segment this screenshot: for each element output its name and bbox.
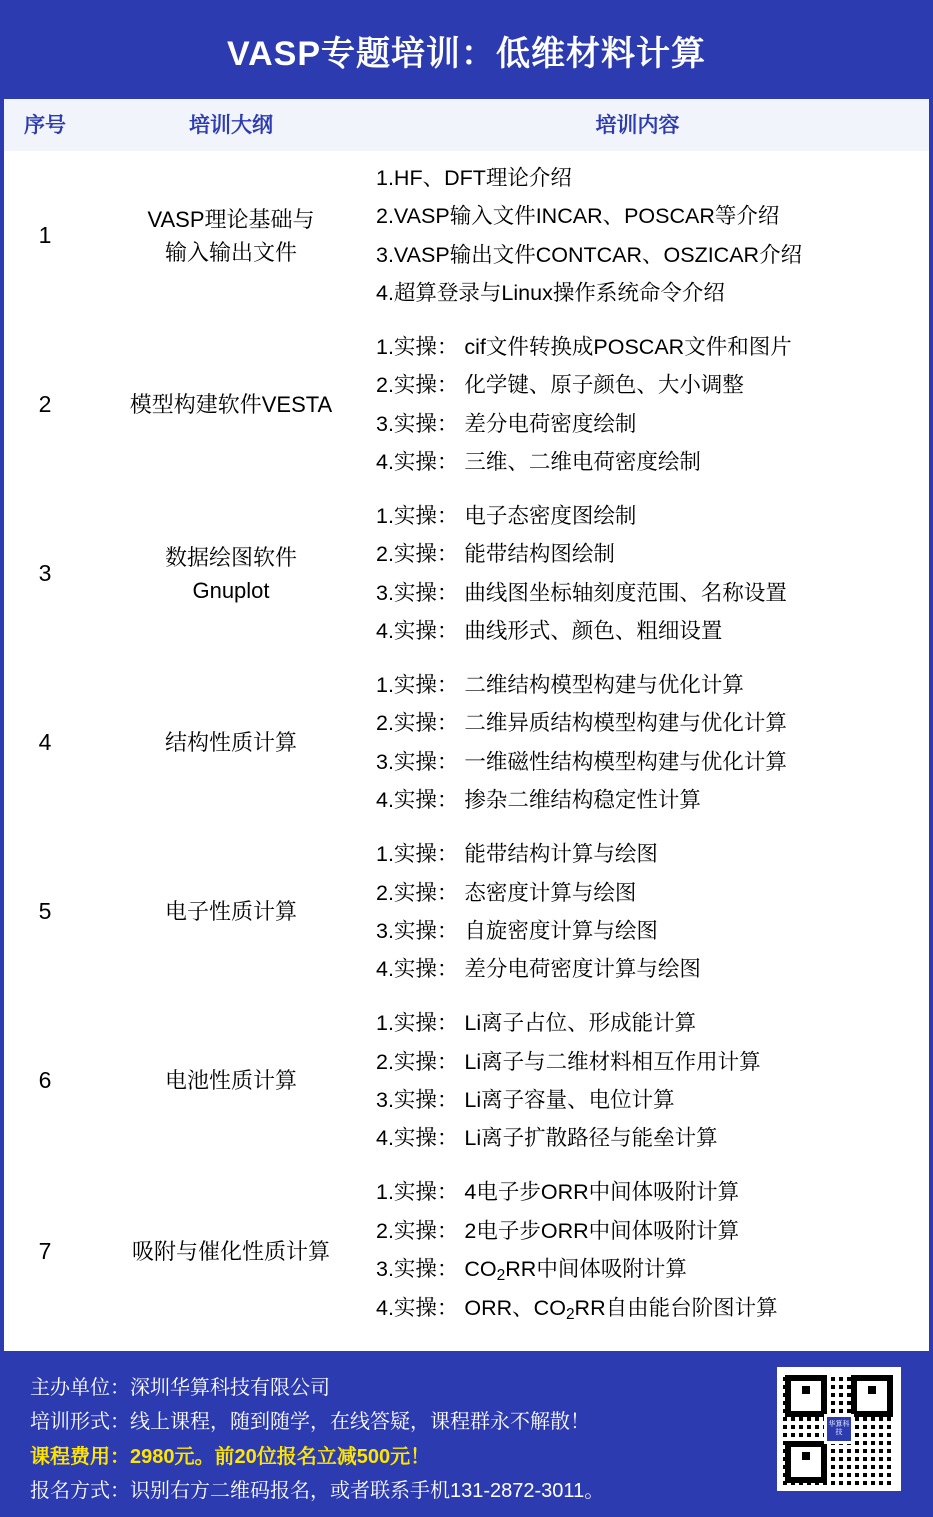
content-line: 2.实操： 二维异质结构模型构建与优化计算 <box>376 711 787 736</box>
column-header-outline: 培训大纲 <box>189 114 273 137</box>
content-line: 1.实操： 二维结构模型构建与优化计算 <box>376 673 744 698</box>
row-content <box>376 666 929 819</box>
row-number: 3 <box>38 560 52 587</box>
row-outline <box>86 1064 376 1097</box>
content-line: 3.实操： 一维磁性结构模型构建与优化计算 <box>376 749 787 774</box>
content-line: 1.实操： 电子态密度图绘制 <box>376 504 637 529</box>
content-line: 3.实操： 自旋密度计算与绘图 <box>376 918 658 943</box>
content-line: 2.实操： 态密度计算与绘图 <box>376 880 637 905</box>
table-row <box>4 1165 929 1336</box>
content-line: 2.实操： 能带结构图绘制 <box>376 542 615 567</box>
qr-center-logo: 华算科技 <box>824 1414 854 1444</box>
content-line: 3.实操： 曲线图坐标轴刻度范围、名称设置 <box>376 580 787 605</box>
row-outline-line: Gnuplot <box>192 577 270 603</box>
content-line: 2.实操： 化学键、原子颜色、大小调整 <box>376 373 744 398</box>
row-number: 5 <box>38 898 52 925</box>
content-line: 1.实操： 4电子步ORR中间体吸附计算 <box>376 1180 740 1205</box>
content-line: 2.VASP输入文件INCAR、POSCAR等介绍 <box>376 204 780 229</box>
table-row <box>4 489 929 658</box>
footer-bar <box>4 1351 929 1513</box>
footer-organizer-value: 深圳华算科技有限公司 <box>130 1377 330 1399</box>
row-outline <box>86 203 376 269</box>
content-line: 3.实操： 差分电荷密度绘制 <box>376 411 637 436</box>
qr-code-pattern <box>783 1373 895 1485</box>
footer-fee-value: 2980元。前20位报名立减500元！ <box>130 1445 431 1468</box>
table-row <box>4 151 929 320</box>
footer-organizer-label: 主办单位： <box>30 1377 130 1399</box>
table-header-row <box>4 99 929 151</box>
content-line: 4.实操： ORR、$CO_2RR$自由能台阶图计算 <box>376 1296 778 1324</box>
content-line: 3.实操： $CO_2RR$中间体吸附计算 <box>376 1256 687 1284</box>
row-outline-line: 模型构建软件VESTA <box>129 392 333 418</box>
column-header-no: 序号 <box>24 114 66 137</box>
content-line: 1.实操： 能带结构计算与绘图 <box>376 842 658 867</box>
footer-info <box>30 1367 604 1509</box>
row-number: 7 <box>38 1237 52 1264</box>
content-line: 4.实操： 曲线形式、颜色、粗细设置 <box>376 618 723 643</box>
content-line: 1.实操： Li离子占位、形成能计算 <box>376 1011 697 1036</box>
column-header-content: 培训内容 <box>595 114 680 137</box>
row-content <box>376 159 929 312</box>
row-content <box>376 328 929 481</box>
table-row <box>4 658 929 827</box>
content-line: 4.实操： 差分电荷密度计算与绘图 <box>376 957 701 982</box>
row-number: 4 <box>38 729 52 756</box>
footer-organizer-line <box>30 1371 604 1405</box>
content-line: 2.实操： Li离子与二维材料相互作用计算 <box>376 1049 761 1074</box>
row-outline <box>86 895 376 928</box>
row-outline <box>86 726 376 759</box>
content-line: 4.超算登录与Linux操作系统命令介绍 <box>376 280 725 305</box>
footer-signup-value: 识别右方二维码报名，或者联系手机131-2872-3011。 <box>130 1480 605 1503</box>
content-line: 1.HF、DFT理论介绍 <box>376 166 572 190</box>
row-outline-line: 吸附与催化性质计算 <box>131 1238 330 1264</box>
row-content <box>376 1173 929 1328</box>
footer-fee-label: 课程费用： <box>30 1445 130 1468</box>
row-outline-line: 结构性质计算 <box>164 730 297 756</box>
row-number: 1 <box>38 222 52 249</box>
qr-eye-top-right <box>851 1375 893 1417</box>
table-row <box>4 320 929 489</box>
footer-fee-line <box>30 1440 604 1474</box>
row-outline-line: 数据绘图软件 <box>164 544 297 570</box>
row-content <box>376 1004 929 1157</box>
table-row <box>4 996 929 1165</box>
row-outline <box>86 388 376 421</box>
table-body <box>4 151 929 1337</box>
footer-format-line <box>30 1405 604 1439</box>
content-line: 4.实操： 三维、二维电荷密度绘制 <box>376 449 701 474</box>
footer-format-value: 线上课程，随到随学，在线答疑，课程群永不解散！ <box>130 1411 590 1434</box>
row-outline-line: 输入输出文件 <box>164 239 297 265</box>
row-outline-line: 电子性质计算 <box>164 899 297 925</box>
row-outline-line: VASP理论基础与 <box>147 206 315 232</box>
content-line: 1.实操： cif文件转换成POSCAR文件和图片 <box>376 335 792 360</box>
row-outline-line: 电池性质计算 <box>164 1068 297 1094</box>
row-outline <box>86 1235 376 1268</box>
qr-eye-bottom-left <box>785 1441 827 1483</box>
footer-format-label: 培训形式： <box>30 1411 130 1434</box>
row-content <box>376 497 929 650</box>
page-title: VASP专题培训：低维材料计算 <box>4 4 929 99</box>
row-outline <box>86 541 376 607</box>
footer-signup-line <box>30 1474 604 1508</box>
table-row <box>4 827 929 996</box>
content-line: 3.实操： Li离子容量、电位计算 <box>376 1087 675 1112</box>
content-line: 2.实操： 2电子步ORR中间体吸附计算 <box>376 1218 740 1243</box>
content-line: 4.实操： Li离子扩散路径与能垒计算 <box>376 1126 718 1151</box>
row-number: 2 <box>38 391 52 418</box>
content-line: 3.VASP输出文件CONTCAR、OSZICAR介绍 <box>376 242 803 267</box>
row-content <box>376 835 929 988</box>
footer-signup-label: 报名方式： <box>30 1480 130 1503</box>
content-line: 4.实操： 掺杂二维结构稳定性计算 <box>376 787 701 812</box>
qr-eye-top-left <box>785 1375 827 1417</box>
row-number: 6 <box>38 1067 52 1094</box>
qr-code-icon[interactable] <box>777 1367 901 1491</box>
